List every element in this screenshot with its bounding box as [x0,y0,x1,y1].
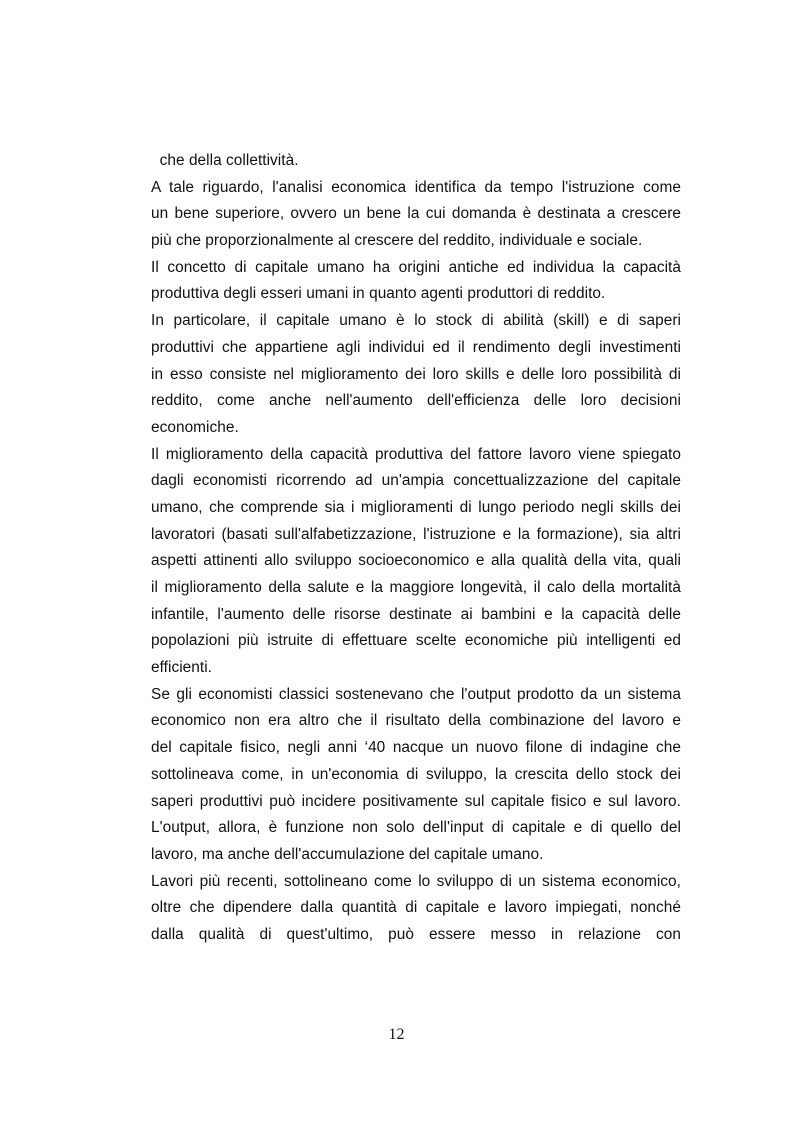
text-line: saperi produttivi può incidere positivamente sul capitale fisico e sul lavoro. [151,792,681,810]
text-line: In particolare, il capitale umano è lo stock di abilità (skill) e di saperi [151,312,681,330]
page-body-text [151,148,681,949]
text-line: dalla qualità di quest'ultimo, può essere messo in relazione con [151,925,681,943]
text-line: produttivi che appartiene agli individui ed il rendimento degli investimenti [151,338,681,356]
text-line: in esso consiste nel miglioramento dei loro skills e delle loro possibilità di [151,365,681,383]
text-line: Lavori più recenti, sottolineano come lo sviluppo di un sistema economico, [151,872,681,890]
text-line: L'output, allora, è funzione non solo dell'input di capitale e di quello del [151,819,681,837]
text-line: Se gli economisti classici sostenevano che l'output prodotto da un sistema [151,685,681,703]
text-line: Il concetto di capitale umano ha origini antiche ed individua la capacità [151,258,681,276]
text-line: economico non era altro che il risultato della combinazione del lavoro e [151,712,681,730]
text-line: aspetti attinenti allo sviluppo socioeconomico e alla qualità della vita, quali [151,552,681,570]
text-line: un bene superiore, ovvero un bene la cui domanda è destinata a crescere [151,205,681,223]
text-line: umano, che comprende sia i miglioramenti di lungo periodo negli skills dei [151,498,681,516]
text-line: economiche. [151,418,239,436]
text-line: del capitale fisico, negli anni ‘40 nacque un nuovo filone di indagine che [151,739,681,757]
text-line: infantile, l'aumento delle risorse destinate ai bambini e la capacità delle [151,605,681,623]
text-line: popolazioni più istruite di effettuare scelte economiche più intelligenti ed [151,632,681,650]
text-line: lavoratori (basati sull'alfabetizzazione, l'istruzione e la formazione), sia altri [151,525,681,543]
text-line: lavoro, ma anche dell'accumulazione del capitale umano. [151,845,544,863]
text-line: il miglioramento della salute e la maggiore longevità, il calo della mortalità [151,579,681,596]
text-line: sottolineava come, in un'economia di sviluppo, la crescita dello stock dei [151,765,681,783]
text-line: dagli economisti ricorrendo ad un'ampia concettualizzazione del capitale [151,472,681,490]
text-line: produttiva degli esseri umani in quanto agenti produttori di reddito. [151,285,606,303]
page-number: 12 [388,1026,405,1043]
text-line: reddito, come anche nell'aumento dell'efficienza delle loro decisioni [151,392,681,410]
text-line: che della collettività. [151,152,299,169]
text-line: oltre che dipendere dalla quantità di capitale e lavoro impiegati, nonché [151,899,681,917]
text-line: Il miglioramento della capacità produttiva del fattore lavoro viene spiegato [151,445,681,463]
text-line: più che proporzionalmente al crescere del reddito, individuale e sociale. [151,232,643,250]
text-line: efficienti. [151,659,213,677]
text-line: A tale riguardo, l'analisi economica identifica da tempo l'istruzione come [151,178,681,196]
